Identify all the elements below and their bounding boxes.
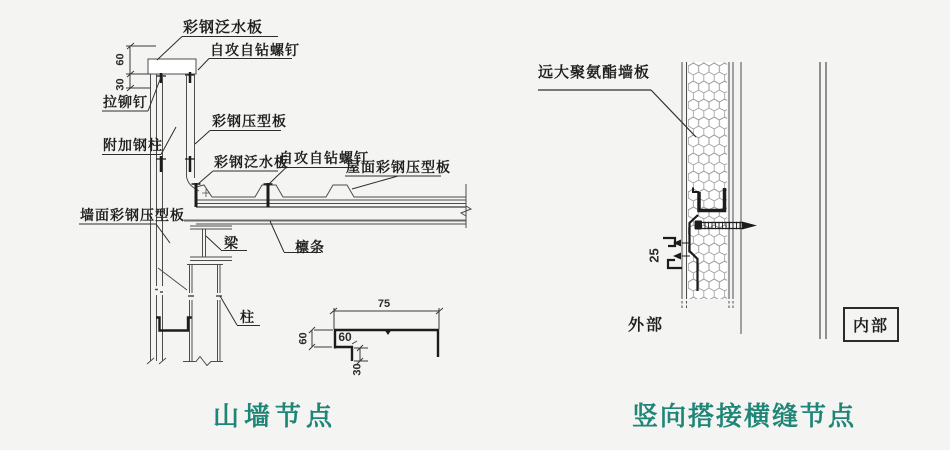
dim-detail-height: 60 <box>297 332 310 345</box>
dim-lap-25: 25 <box>646 248 662 263</box>
label-rivet: 拉铆钉 <box>103 94 148 110</box>
flashing-detail-profile <box>309 308 443 364</box>
label-purlin: 檩条 <box>295 239 325 255</box>
label-interior: 内部 <box>852 318 889 335</box>
lap-seam-figure <box>475 0 950 450</box>
roof-deck <box>184 184 471 228</box>
leader-lines <box>79 37 441 326</box>
label-flashing-mid: 彩钢泛水板 <box>214 154 289 170</box>
interior-box <box>843 307 899 342</box>
label-flashing-top: 彩钢泛水板 <box>183 19 264 36</box>
gable-wall-title: 山墙节点 <box>213 401 338 431</box>
dim-detail-drop: 30 <box>351 363 364 376</box>
label-added-column: 附加钢柱 <box>103 137 163 153</box>
label-wall-sheet: 彩钢压型板 <box>212 113 287 129</box>
label-screw-mid: 自攻自钻螺钉 <box>279 150 369 166</box>
dim-30-top: 30 <box>114 78 127 91</box>
label-roof-sheet: 屋面彩钢压型板 <box>346 159 451 175</box>
label-screw-top: 自攻自钻螺钉 <box>210 42 300 58</box>
panel-label-leader <box>538 90 696 137</box>
dim-detail-inner: 60 <box>338 330 352 344</box>
interior-wall-lines <box>820 62 826 339</box>
cap-flashing <box>148 59 196 83</box>
panel-core <box>688 62 727 299</box>
dim-60-top: 60 <box>114 53 127 66</box>
column-section <box>183 265 223 366</box>
clip-hooks <box>663 238 690 268</box>
label-panel: 远大聚氨酯墙板 <box>538 64 651 81</box>
label-exterior: 外部 <box>628 317 665 334</box>
label-wall-face-sheet: 墙面彩钢压型板 <box>80 207 185 223</box>
lap-seam-title: 竖向搭接横缝节点 <box>632 401 857 431</box>
dim-detail-width: 75 <box>377 298 391 310</box>
label-column: 柱 <box>240 309 255 325</box>
girt-channel <box>156 318 192 331</box>
label-beam: 梁 <box>224 235 239 251</box>
